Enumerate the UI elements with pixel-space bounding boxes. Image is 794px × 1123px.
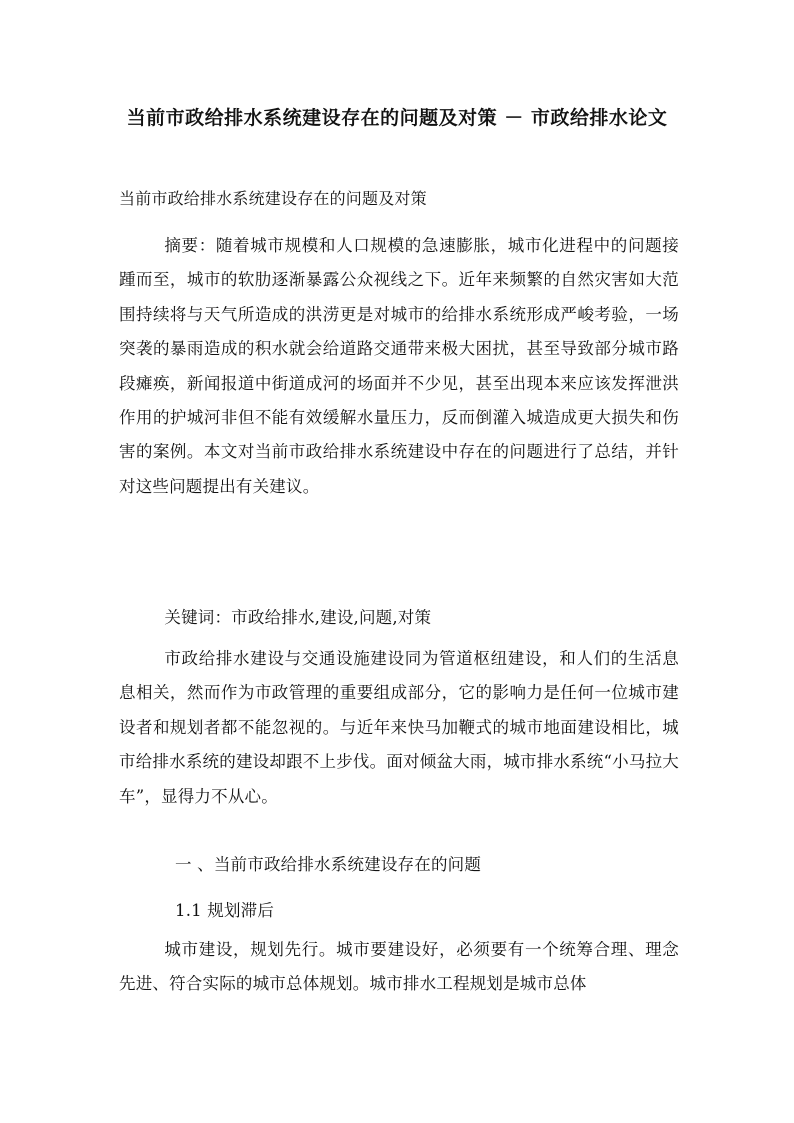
keywords-paragraph: 关键词：市政给排水,建设,问题,对策 [164,608,432,627]
section-heading: 一 、当前市政给排水系统建设存在的问题 [175,855,482,874]
document-subtitle: 当前市政给排水系统建设存在的问题及对策 [119,189,427,208]
document-title: 当前市政给排水系统建设存在的问题及对策 － 市政给排水论文 [126,107,668,129]
abstract-paragraph: 摘要：随着城市规模和人口规模的急速膨胀，城市化进程中的问题接踵而至，城市的软肋逐渐暴露公众视线之下。近年来频繁的自然灾害如大范围持续将与天气所造成的洪涝更是对城市的给排水系统形成严峻考验，一场突袭的暴雨造成的积水就会给道路交通带来极大困扰，甚至导致部分城市路段瘫痪，新闻报道中街道成河的场面并不少见，甚至出现本来应该发挥泄洪作用的护城河非但不能有效缓解水量压力，反而倒灌入城造成更大损失和伤害的案例。本文对当前市政给排水系统建设中存在的问题进行了总结，并针对这些问题提出有关建议。 [119,236,679,496]
section-body-paragraph: 城市建设，规划先行。城市要建设好，必须要有一个统筹合理、理念先进、符合实际的城市总体规划。城市排水工程规划是城市总体 [119,940,679,994]
subsection-heading: 1.1 规划滞后 [175,901,275,920]
intro-paragraph: 市政给排水建设与交通设施建设同为管道枢纽建设，和人们的生活息息相关，然而作为市政管理的重要组成部分，它的影响力是任何一位城市建设者和规划者都不能忽视的。与近年来快马加鞭式的城市地面建设相比，城市给排水系统的建设却跟不上步伐。面对倾盆大雨，城市排水系统“小马拉大车”，显得力不从心。 [119,649,679,806]
